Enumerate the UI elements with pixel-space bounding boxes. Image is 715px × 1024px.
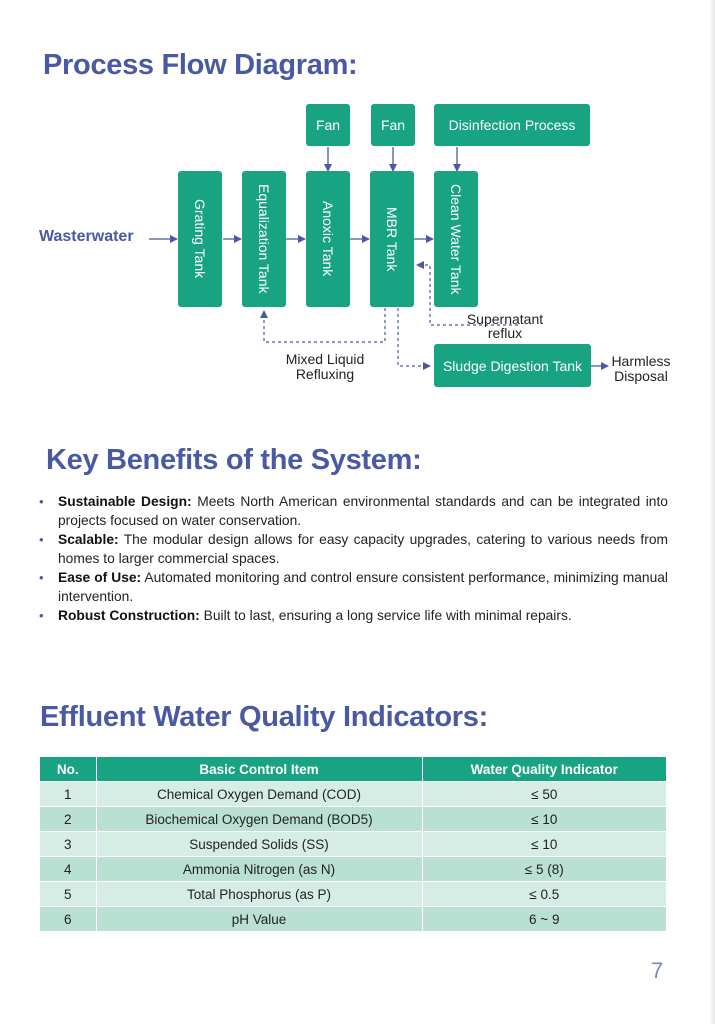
supernatant-reflux-label: Supernatant reflux [466,311,544,341]
wastewater-label: Wasterwater [39,228,134,245]
fan-label-1: Fan [315,117,341,133]
table-row [40,857,666,882]
cell-indicator: ≤ 10 [422,832,666,857]
benefit-item [38,530,668,568]
cell-no: 2 [40,807,96,832]
mbr-tank-label: MBR Tank [384,206,400,272]
table-row [40,907,666,932]
table-row [40,782,666,807]
cell-item: Ammonia Nitrogen (as N) [96,857,422,882]
benefit-label: Ease of Use: [58,570,142,585]
bullet-icon: • [39,608,44,623]
cell-indicator: ≤ 0.5 [422,882,666,907]
clean-water-tank-box [434,171,478,307]
benefit-text: The modular design allows for easy capacity upgrades, catering to various needs from homes to larger commercial spaces. [58,532,668,566]
benefit-text: Built to last, ensuring a long service life with minimal repairs. [199,608,572,623]
grating-tank-box [178,171,222,307]
disinfection-process-box [434,104,590,146]
benefit-label: Scalable: [58,532,119,547]
mixed-liquid-reflux-line [264,308,385,342]
cell-item: pH Value [96,907,422,932]
cell-indicator: ≤ 5 (8) [422,857,666,882]
fan-box-1 [306,104,350,146]
cell-indicator: ≤ 50 [422,782,666,807]
table-header-row [40,757,666,782]
bullet-icon: • [39,532,44,547]
benefits-list [38,492,668,625]
header-indicator: Water Quality Indicator [422,757,666,782]
equalization-tank-label: Equalization Tank [256,184,272,294]
cell-item: Suspended Solids (SS) [96,832,422,857]
cell-no: 3 [40,832,96,857]
equalization-tank-box [242,171,286,307]
cell-no: 6 [40,907,96,932]
bullet-icon: • [39,570,44,585]
quality-indicators-table [40,757,666,931]
fan-box-2 [371,104,415,146]
table-row [40,832,666,857]
table-row [40,807,666,832]
sludge-digestion-tank-box [434,344,591,387]
header-no: No. [40,757,96,782]
cell-no: 1 [40,782,96,807]
effluent-quality-title: Effluent Water Quality Indicators: [40,701,488,733]
cell-indicator: 6 ~ 9 [422,907,666,932]
sludge-digestion-tank-label: Sludge Digestion Tank [442,357,583,374]
cell-item: Biochemical Oxygen Demand (BOD5) [96,807,422,832]
cell-indicator: ≤ 10 [422,807,666,832]
clean-water-tank-label: Clean Water Tank [448,183,464,295]
fan-label-2: Fan [380,117,406,133]
benefit-label: Robust Construction: [58,608,200,623]
anoxic-tank-label: Anoxic Tank [320,201,336,277]
cell-no: 4 [40,857,96,882]
disinfection-process-label: Disinfection Process [448,117,576,133]
process-flow-diagram [30,95,690,395]
benefit-text: Automated monitoring and control ensure consistent performance, minimizing manual intervention. [58,570,668,604]
cell-no: 5 [40,882,96,907]
bullet-icon: • [39,494,44,509]
benefit-item [38,606,668,625]
anoxic-tank-box [306,171,350,307]
mbr-to-sludge-line [398,308,430,366]
page-number: 7 [651,958,664,983]
page-edge-shadow [709,0,715,1024]
flow-arrows [30,95,690,395]
mixed-liquid-refluxing-label: Mixed Liquid Refluxing [285,351,365,382]
cell-item: Chemical Oxygen Demand (COD) [96,782,422,807]
harmless-disposal-label: Harmless Disposal [611,353,671,384]
mbr-tank-box [370,171,414,307]
grating-tank-label: Grating Tank [192,199,208,279]
process-flow-title: Process Flow Diagram: [43,49,358,81]
cell-item: Total Phosphorus (as P) [96,882,422,907]
benefit-item [38,492,668,530]
benefit-label: Sustainable Design: [58,494,192,509]
key-benefits-title: Key Benefits of the System: [46,444,422,476]
benefit-text: Meets North American environmental standards and can be integrated into projects focused on water conservation. [58,494,668,528]
benefit-item [38,568,668,606]
header-control-item: Basic Control Item [96,757,422,782]
table-row [40,882,666,907]
